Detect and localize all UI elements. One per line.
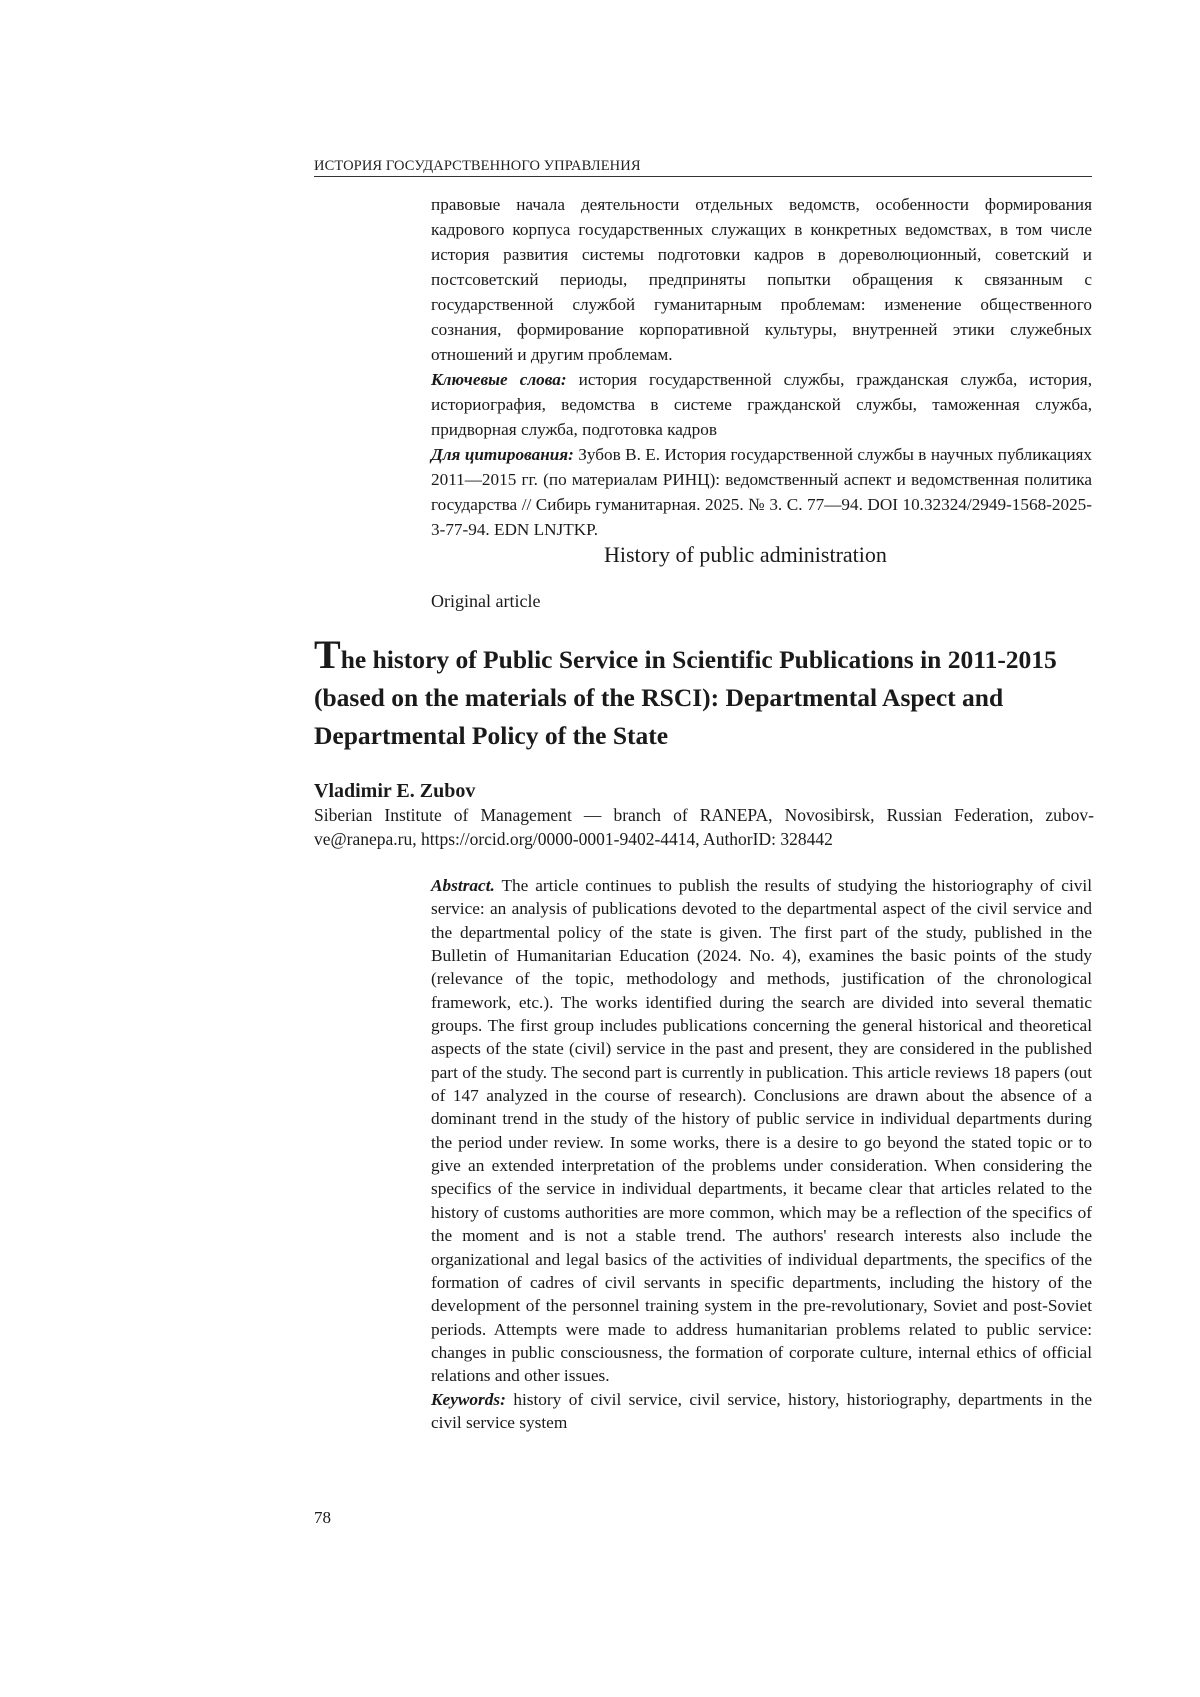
article-type: Original article <box>431 591 540 612</box>
keywords-label: Keywords: <box>431 1390 506 1409</box>
russian-keywords <box>431 367 1092 442</box>
russian-citation <box>431 442 1092 542</box>
title-text: he history of Public Service in Scientific Publications in 2011-2015 (based on the materials of the RSCI): Departmental Aspect and Departmental Policy of the State <box>314 645 1057 750</box>
russian-citation-label: Для цитирования: <box>431 445 574 464</box>
author-affiliation: Siberian Institute of Management — branch of RANEPA, Novosibirsk, Russian Federation, zubov-ve@ranepa.ru, https://orcid.org/0000-0001-9402-4414, AuthorID: 328442 <box>314 803 1094 851</box>
abstract-text: The article continues to publish the results of studying the historiography of civil service: an analysis of publications devoted to the departmental aspect of the civil service and the departmental policy of the state is given. The first part of the study, published in the Bulletin of Humanitarian Education (2024. No. 4), examines the basic points of the study (relevance of the topic, methodology and methods, justification of the chronological framework, etc.). The works identified during the search are divided into several thematic groups. The first group includes publications concerning the general historical and theoretical aspects of the state (civil) service in the past and present, they are considered in the published part of the study. The second part is currently in publication. This article reviews 18 papers (out of 147 analyzed in the course of research). Conclusions are drawn about the absence of a dominant trend in the study of the history of public service in individual departments during the period under review. In some works, there is a desire to go beyond the stated topic or to give an extended interpretation of the problems under consideration. When considering the specifics of the service in individual departments, it became clear that articles related to the history of customs authorities are more common, which may be a reflection of the specifics of the moment and is not a stable trend. The authors' research interests also include the organizational and legal basics of the activities of individual departments, the specifics of the formation of cadres of civil servants in specific departments, including the history of the development of the personnel training system in the pre-revolutionary, Soviet and post-Soviet periods. Attempts were made to address humanitarian problems related to public service: changes in public consciousness, the formation of corporate culture, internal ethics of official relations and other issues. <box>431 876 1092 1385</box>
russian-citation-text: Зубов В. Е. История государственной службы в научных публикациях 2011—2015 гг. (по материалам РИНЦ): ведомственный аспект и ведомственная политика государства // Сибирь гуманитарная. 2025. № 3. С. 77—94. DOI 10.32324/2949-1568-2025-3-77-94. EDN LNJTKP. <box>431 445 1092 539</box>
page-number: 78 <box>314 1508 331 1528</box>
russian-abstract-tail: правовые начала деятельности отдельных ведомств, особенности формирования кадрового корпуса государственных служащих в конкретных ведомствах, в том числе история развития системы подготовки кадров в дореволюционный, советский и постсоветский периоды, предприняты попытки обращения к связанным с государственной службой гуманитарным проблемам: изменение общественного сознания, формирование корпоративной культуры, внутренней этики служебных отношений и другим проблемам. <box>431 192 1092 367</box>
author-name: Vladimir E. Zubov <box>314 780 475 803</box>
russian-keywords-text: история государственной службы, гражданская служба, история, историография, ведомства в системе гражданской службы, таможенная служба, придворная служба, подготовка кадров <box>431 370 1092 439</box>
russian-keywords-label: Ключевые слова: <box>431 370 567 389</box>
english-abstract <box>431 874 1092 1388</box>
english-abstract-block <box>431 874 1092 1434</box>
abstract-label: Abstract. <box>431 876 495 895</box>
english-keywords <box>431 1388 1092 1435</box>
keywords-text: history of civil service, civil service, history, historiography, departments in the civil service system <box>431 1390 1092 1432</box>
running-header: ИСТОРИЯ ГОСУДАРСТВЕННОГО УПРАВЛЕНИЯ <box>314 158 1092 177</box>
title-dropcap: T <box>314 632 341 677</box>
russian-abstract-block <box>431 192 1092 542</box>
section-label: History of public administration <box>604 542 887 568</box>
article-title <box>314 640 1104 755</box>
